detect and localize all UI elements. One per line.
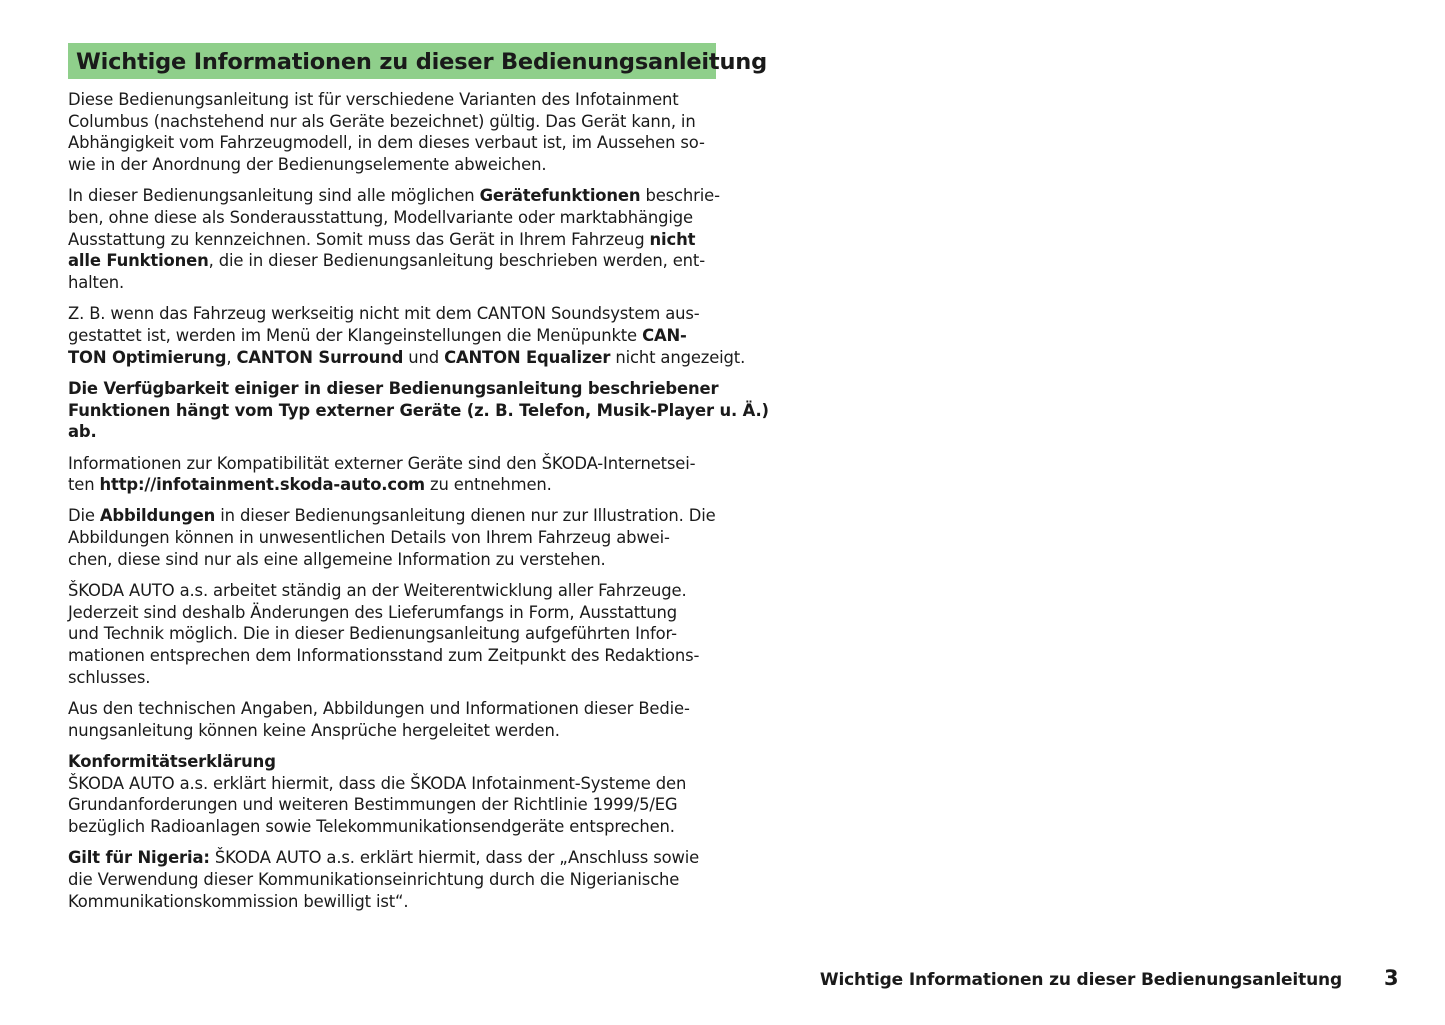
- text-run: ,: [226, 347, 237, 367]
- section-heading-box: [68, 43, 768, 79]
- text-line: nungsanleitung können keine Ansprüche hergeleitet werden.: [68, 720, 560, 740]
- bold-term: CAN-: [642, 326, 687, 346]
- page-number: 3: [1384, 966, 1399, 990]
- text-line: Die Verfügbarkeit einiger in dieser Bedienungsanleitung beschriebener: [68, 378, 719, 398]
- main-text-column: [68, 89, 769, 922]
- paragraph-conformity: [68, 751, 718, 838]
- text-line: wie in der Anordnung der Bedienungselemente abweichen.: [68, 155, 547, 175]
- text-line: die Verwendung dieser Kommunikationseinrichtung durch die Nigerianische: [68, 870, 680, 889]
- text-line: [68, 505, 718, 527]
- text-run: und: [403, 347, 445, 367]
- text-line: chen, diese sind nur als eine allgemeine Information zu verstehen.: [68, 549, 606, 569]
- paragraph-development: [68, 580, 718, 689]
- bold-term: CANTON Equalizer: [444, 347, 611, 367]
- text-line: Aus den technischen Angaben, Abbildungen und Informationen dieser Bedie-: [68, 699, 690, 719]
- text-line: bezüglich Radioanlagen sowie Telekommunikationsendgeräte entsprechen.: [68, 817, 675, 837]
- text-run: zu entnehmen.: [424, 475, 552, 495]
- paragraph-variants: [68, 89, 718, 176]
- text-line: Jederzeit sind deshalb Änderungen des Lieferumfangs in Form, Ausstattung: [68, 602, 677, 622]
- text-line: [68, 250, 718, 272]
- bold-term: Gilt für Nigeria:: [68, 848, 210, 868]
- text-line: [68, 185, 718, 207]
- infotainment-url: http://infotainment.skoda-auto.com: [99, 475, 425, 495]
- paragraph-device-functions: [68, 185, 718, 294]
- text-line: Informationen zur Kompatibilität externer Geräte sind den ŠKODA-Internetsei-: [68, 453, 696, 473]
- text-line: Kommunikationskommission bewilligt ist“.: [68, 891, 409, 911]
- text-run: , die in dieser Bedienungsanleitung beschrieben werden, ent-: [208, 251, 705, 271]
- text-run: in dieser Bedienungsanleitung dienen nur zur Illustration. Die: [215, 506, 716, 526]
- text-run: beschrie-: [640, 186, 720, 206]
- text-line: ŠKODA AUTO a.s. erklärt hiermit, dass die ŠKODA Infotainment-Systeme den: [68, 773, 687, 793]
- text-line: Abbildungen können in unwesentlichen Details von Ihrem Fahrzeug abwei-: [68, 528, 670, 548]
- text-line: ben, ohne diese als Sonderausstattung, Modellvariante oder marktabhängige: [68, 208, 693, 228]
- bold-term: TON Optimierung: [68, 347, 227, 367]
- text-line: schlusses.: [68, 667, 151, 687]
- section-heading: Wichtige Informationen zu dieser Bedienungsanleitung: [76, 49, 768, 75]
- bold-term: alle Funktionen: [68, 251, 209, 271]
- paragraph-no-claims: [68, 698, 718, 741]
- text-line: und Technik möglich. Die in dieser Bedienungsanleitung aufgeführten Infor-: [68, 624, 677, 644]
- text-line: mationen entsprechen dem Informationsstand zum Zeitpunkt des Redaktions-: [68, 646, 700, 666]
- paragraph-nigeria: [68, 847, 718, 912]
- paragraph-canton-example: [68, 303, 746, 368]
- text-line: [68, 325, 718, 347]
- text-line: ŠKODA AUTO a.s. arbeitet ständig an der Weiterentwicklung aller Fahrzeuge.: [68, 581, 687, 601]
- paragraph-compatibility: [68, 453, 718, 496]
- bold-term: CANTON Surround: [236, 347, 404, 367]
- text-line: Z. B. wenn das Fahrzeug werkseitig nicht mit dem CANTON Soundsystem aus-: [68, 304, 700, 324]
- text-line: halten.: [68, 273, 125, 293]
- text-run: Die: [68, 506, 100, 526]
- text-line: Grundanforderungen und weiteren Bestimmungen der Richtlinie 1999/5/EG: [68, 795, 678, 815]
- text-run: nicht angezeigt.: [610, 347, 746, 367]
- text-line: Abhängigkeit vom Fahrzeugmodell, in dem dieses verbaut ist, im Aussehen so-: [68, 133, 705, 153]
- paragraph-availability-note: [68, 378, 769, 443]
- text-line: [68, 474, 718, 496]
- text-run: ŠKODA AUTO a.s. erklärt hiermit, dass der „Anschluss sowie: [209, 848, 700, 868]
- text-line: [68, 847, 718, 869]
- text-line: ab.: [68, 422, 97, 442]
- text-line: Diese Bedienungsanleitung ist für verschiedene Varianten des Infotainment: [68, 90, 679, 109]
- text-run: Ausstattung zu kennzeichnen. Somit muss das Gerät in Ihrem Fahrzeug: [68, 229, 650, 249]
- text-run: In dieser Bedienungsanleitung sind alle möglichen: [68, 186, 480, 206]
- text-line: Columbus (nachstehend nur als Geräte bezeichnet) gültig. Das Gerät kann, in: [68, 111, 696, 131]
- paragraph-illustrations: [68, 505, 718, 570]
- text-run: gestattet ist, werden im Menü der Klangeinstellungen die Menüpunkte: [68, 326, 643, 346]
- text-line: [68, 347, 746, 369]
- footer-section-title: Wichtige Informationen zu dieser Bedienungsanleitung: [819, 970, 1342, 990]
- bold-term: nicht: [649, 229, 696, 249]
- bold-term: Gerätefunktionen: [479, 186, 641, 206]
- conformity-title: Konformitätserklärung: [68, 751, 276, 771]
- text-line: Funktionen hängt vom Typ externer Geräte (z. B. Telefon, Musik-Player u. Ä.): [68, 400, 769, 420]
- text-run: ten: [68, 475, 100, 495]
- text-line: [68, 229, 718, 251]
- bold-term: Abbildungen: [99, 506, 216, 526]
